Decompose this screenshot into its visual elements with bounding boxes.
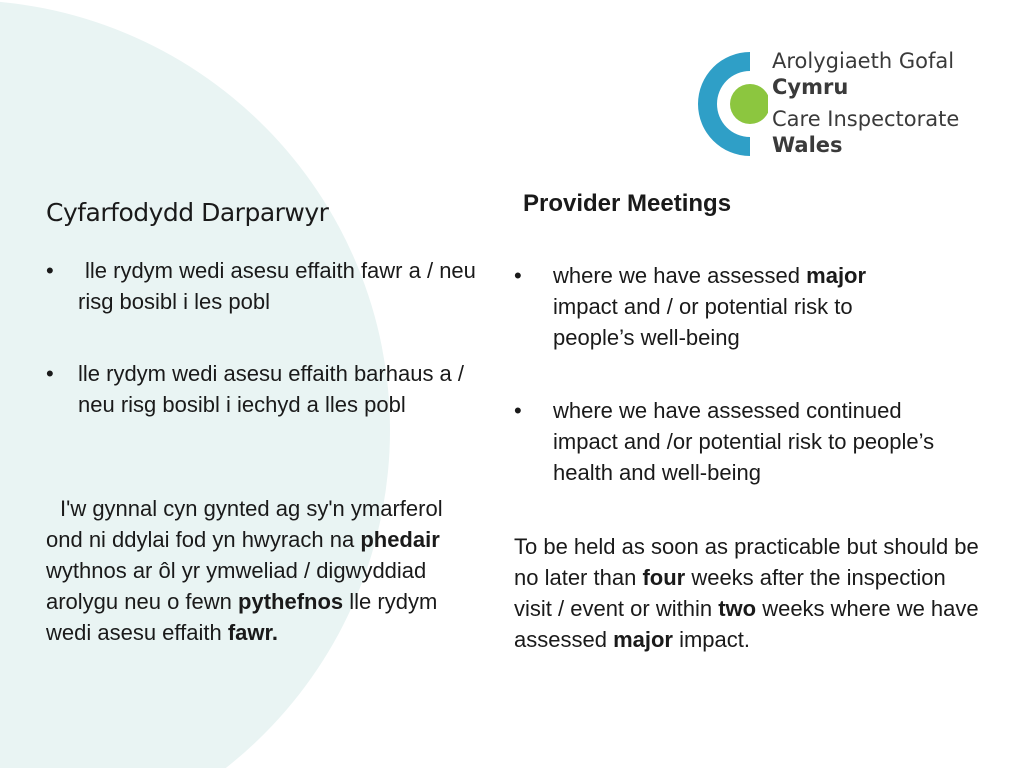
right-bullet-1-text-1: where we have assessed <box>553 263 807 288</box>
right-para-text-3: weeks where we have assessed <box>514 596 979 652</box>
left-bullet-1-text: lle rydym wedi asesu effaith fawr a / neu risg bosibl i les pobl <box>78 258 476 314</box>
care-inspectorate-logo <box>688 44 988 164</box>
left-bullet-2-text: lle rydym wedi asesu effaith barhaus a / neu risg bosibl i iechyd a lles pobl <box>78 361 465 417</box>
right-para-bold-1: four <box>642 565 686 590</box>
left-para-bold-2: pythefnos <box>238 589 344 614</box>
right-para-text-1: To be held as soon as practicable but should be no later than <box>514 534 979 590</box>
bullet-dot: • <box>46 361 54 386</box>
left-para-text-2: wythnos ar ôl yr ymweliad / digwyddiad arolygu neu o fewn <box>46 558 427 614</box>
logo-ring-icon <box>688 44 768 164</box>
bullet-dot: • <box>514 398 522 423</box>
left-paragraph <box>46 493 478 648</box>
bullet-dot: • <box>514 263 522 288</box>
right-bullet-2 <box>514 395 964 488</box>
left-bullet-1 <box>46 255 481 317</box>
right-bullet-1-text-2: impact and / or potential risk to people’s well-being <box>553 294 853 350</box>
right-bullet-1-bold: major <box>806 263 867 288</box>
right-paragraph <box>514 531 980 655</box>
logo-wordmark <box>772 48 959 158</box>
left-para-text-1: I'w gynnal cyn gynted ag sy'n ymarferol ond ni ddylai fod yn hwyrach na <box>46 496 443 552</box>
right-para-bold-2: two <box>718 596 757 621</box>
right-para-text-4: impact. <box>672 627 751 652</box>
right-bullet-1-text <box>514 260 934 353</box>
left-para-bold-3: fawr. <box>227 620 278 645</box>
logo-dot <box>730 84 768 124</box>
logo-line-2: Cymru <box>772 75 849 99</box>
logo-line-3: Care Inspectorate <box>772 107 960 131</box>
logo-line-4: Wales <box>772 133 843 157</box>
left-para-bold-1: phedair <box>360 527 440 552</box>
bullet-dot: • <box>46 258 54 283</box>
left-column-title: Cyfarfodydd Darparwyr <box>46 198 329 227</box>
left-para-text-3: lle rydym wedi asesu effaith <box>46 589 438 645</box>
right-para-text-2: weeks after the inspection visit / event or within <box>514 565 946 621</box>
right-para-bold-3: major <box>613 627 673 652</box>
right-bullet-1 <box>514 260 934 353</box>
logo-line-1: Arolygiaeth Gofal <box>772 49 955 73</box>
left-bullet-2 <box>46 358 481 420</box>
right-column-title: Provider Meetings <box>523 190 732 217</box>
right-bullet-2-text: where we have assessed continued impact and /or potential risk to people’s health and well-being <box>553 398 935 485</box>
